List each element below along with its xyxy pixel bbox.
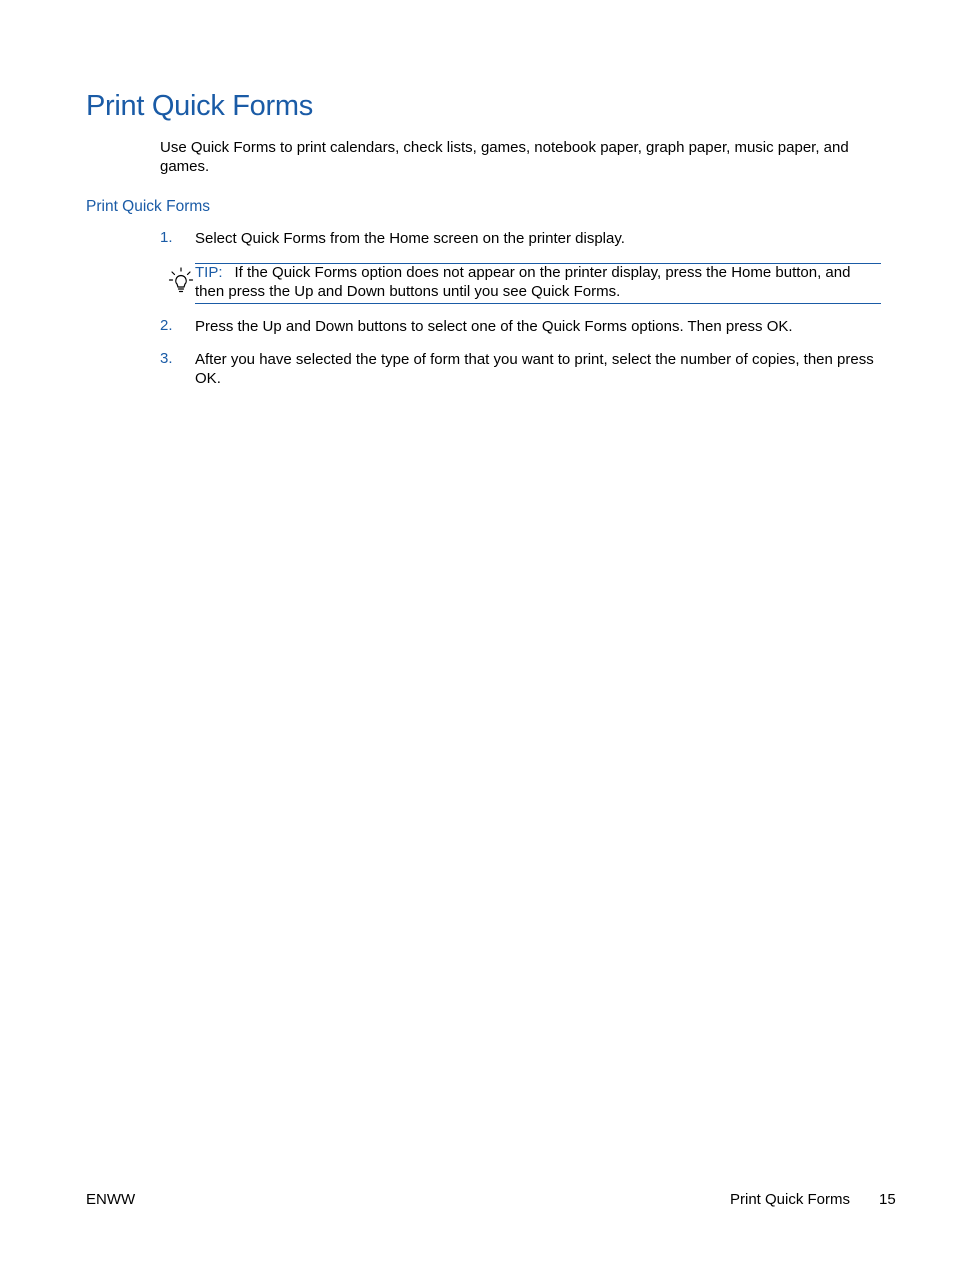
step-number: 2. <box>160 317 173 334</box>
page-number: 15 <box>879 1191 896 1208</box>
lightbulb-icon <box>168 266 194 294</box>
text-run: Select <box>195 230 241 247</box>
text-run: Press the <box>195 318 263 335</box>
ui-term: OK <box>766 318 789 335</box>
ui-term: Quick Forms <box>272 264 358 281</box>
footer-left: ENWW <box>86 1191 136 1208</box>
ui-term: Up <box>294 283 314 300</box>
intro-paragraph <box>160 138 880 176</box>
text-run: . <box>788 318 793 335</box>
page-title: Print Quick Forms <box>86 90 313 122</box>
text-run: buttons to select one of the Quick Forms options. Then press <box>353 318 767 335</box>
text-run: and <box>313 283 347 300</box>
step-text <box>195 317 885 336</box>
step-number: 1. <box>160 229 173 246</box>
text-run: buttons until you see <box>385 283 532 300</box>
text-run: button, and then press the <box>195 264 851 300</box>
ui-term: Up <box>262 318 282 335</box>
ui-term: Down <box>346 283 386 300</box>
tip-body <box>195 264 850 300</box>
step-text <box>195 229 885 248</box>
tip-label: TIP: <box>195 264 223 281</box>
section-heading: Print Quick Forms <box>86 198 211 215</box>
ui-term: Quick Forms <box>531 283 617 300</box>
text-run: . <box>616 283 621 300</box>
footer-section-title: Print Quick Forms <box>730 1191 851 1208</box>
text-run: After you have selected the type of form that you want to print, select the number of copies, then press <box>195 351 874 368</box>
ui-term: Quick Forms <box>190 139 276 156</box>
step-text <box>195 350 885 388</box>
tip-text <box>195 263 881 301</box>
text-run: . <box>216 370 221 387</box>
text-run: from the Home screen on the printer display. <box>325 230 625 247</box>
ui-term: Home <box>731 264 772 281</box>
text-run: to print calendars, check lists, games, notebook paper, graph paper, music paper, and games. <box>160 139 849 175</box>
text-run: option does not appear on the printer display, press the <box>357 264 732 281</box>
text-run: and <box>281 318 316 335</box>
text-run: If the <box>234 264 273 281</box>
text-run: Use <box>160 139 191 156</box>
step-number: 3. <box>160 350 173 367</box>
ui-term: Down <box>315 318 354 335</box>
ui-term: OK <box>195 370 217 387</box>
ui-term: Quick Forms <box>240 230 326 247</box>
